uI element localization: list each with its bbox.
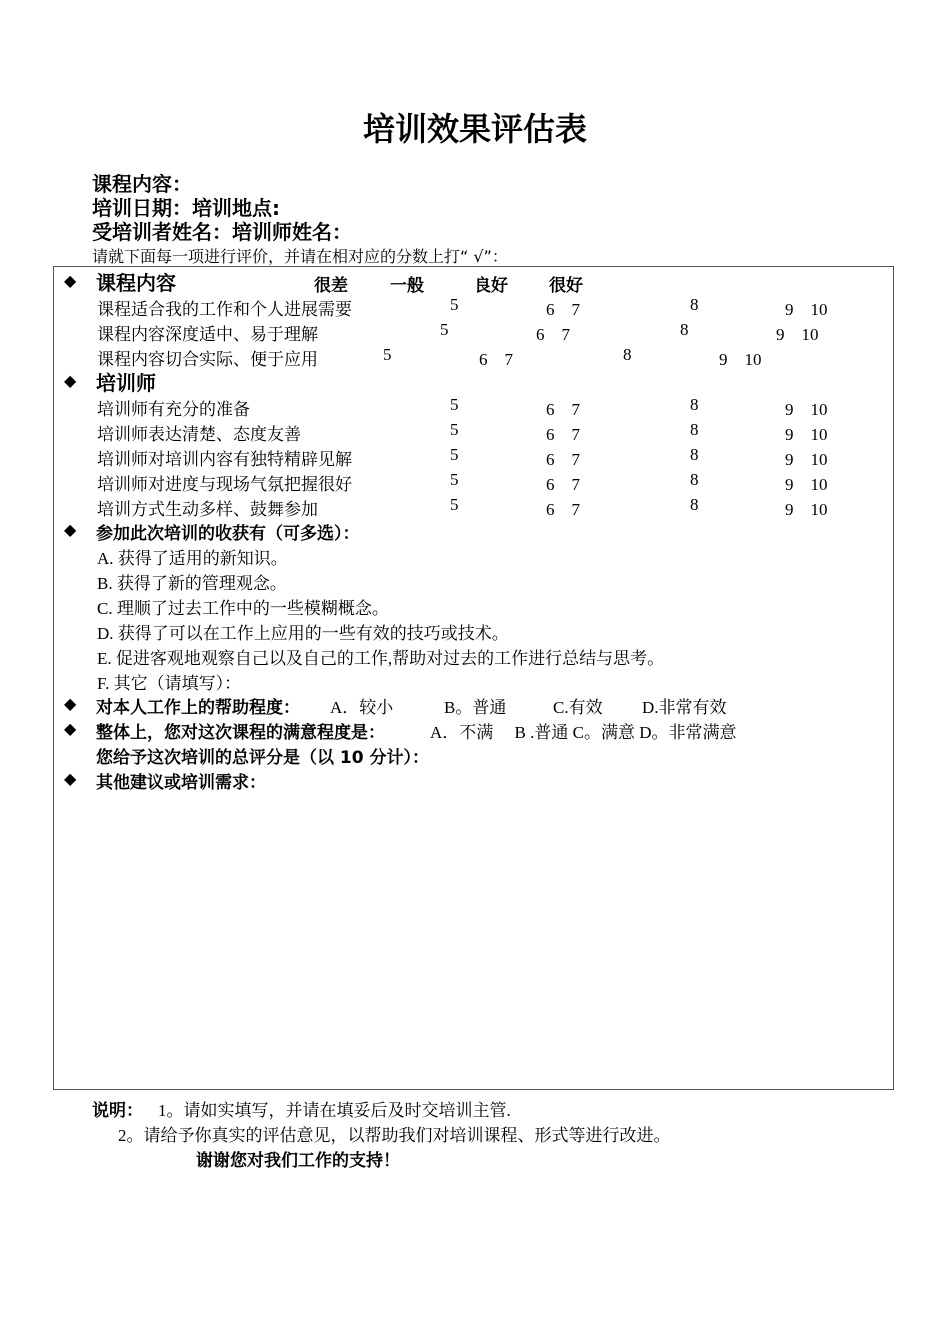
diamond-bullet-icon: ◆ <box>64 719 77 738</box>
page-title: 培训效果评估表 <box>362 110 587 148</box>
diamond-bullet-icon: ◆ <box>64 769 77 788</box>
score-9-10[interactable]: 9 10 <box>785 500 828 519</box>
score-5[interactable]: 5 <box>450 420 459 439</box>
scale-label-poor: 很差 <box>314 276 348 296</box>
score-6-7[interactable]: 6 7 <box>546 300 580 319</box>
course-content-field: 课程内容： <box>92 172 192 196</box>
gain-option-f[interactable]: F. 其它（请填写）： <box>97 674 242 693</box>
section-satisfaction-title: 整体上，您对这次课程的满意程度是： <box>96 723 385 743</box>
names-field: 受培训者姓名：培训师姓名： <box>92 220 352 244</box>
rating-item-label: 课程适合我的工作和个人进展需要 <box>97 300 352 319</box>
score-8[interactable]: 8 <box>623 345 632 364</box>
score-9-10[interactable]: 9 10 <box>785 400 828 419</box>
rating-item-label: 培训师表达清楚、态度友善 <box>97 425 301 444</box>
score-9-10[interactable]: 9 10 <box>776 325 819 344</box>
gain-option-e[interactable]: E. 促进客观地观察自己以及自己的工作,帮助对过去的工作进行总结与思考。 <box>97 649 665 668</box>
score-8[interactable]: 8 <box>690 295 699 314</box>
rating-item-label: 培训师对进度与现场气氛把握很好 <box>97 475 352 494</box>
help-option-d[interactable]: D.非常有效 <box>642 698 727 717</box>
note-1: 1。请如实填写，并请在填妥后及时交培训主管. <box>158 1101 511 1120</box>
score-5[interactable]: 5 <box>450 395 459 414</box>
date-place-field: 培训日期：培训地点: <box>92 196 280 220</box>
score-5[interactable]: 5 <box>450 295 459 314</box>
gain-option-b[interactable]: B. 获得了新的管理观念。 <box>97 574 287 593</box>
diamond-bullet-icon: ◆ <box>64 371 77 390</box>
score-6-7[interactable]: 6 7 <box>546 400 580 419</box>
diamond-bullet-icon: ◆ <box>64 520 77 539</box>
score-5[interactable]: 5 <box>450 470 459 489</box>
section-course-title: 课程内容 <box>96 271 176 295</box>
rating-item-label: 培训方式生动多样、鼓舞参加 <box>97 500 318 519</box>
gain-option-a[interactable]: A. 获得了适用的新知识。 <box>97 549 288 568</box>
diamond-bullet-icon: ◆ <box>64 271 77 290</box>
diamond-bullet-icon: ◆ <box>64 694 77 713</box>
gain-option-c[interactable]: C. 理顺了过去工作中的一些模糊概念。 <box>97 599 389 618</box>
section-suggest-title: 其他建议或培训需求： <box>96 773 266 793</box>
rating-item-label: 课程内容切合实际、便于应用 <box>97 350 318 369</box>
rating-item-label: 课程内容深度适中、易于理解 <box>97 325 318 344</box>
note-2: 2。请给予你真实的评估意见，以帮助我们对培训课程、形式等进行改进。 <box>118 1126 671 1145</box>
score-8[interactable]: 8 <box>690 395 699 414</box>
score-9-10[interactable]: 9 10 <box>785 475 828 494</box>
score-9-10[interactable]: 9 10 <box>785 425 828 444</box>
section-trainer-title: 培训师 <box>96 371 156 395</box>
score-6-7[interactable]: 6 7 <box>546 500 580 519</box>
instruction-text: 请就下面每一项进行评价，并请在相对应的分数上打“ √”： <box>92 247 508 266</box>
score-9-10[interactable]: 9 10 <box>785 450 828 469</box>
score-6-7[interactable]: 6 7 <box>546 475 580 494</box>
score-8[interactable]: 8 <box>690 495 699 514</box>
rating-item-label: 培训师对培训内容有独特精辟见解 <box>97 450 352 469</box>
total-score-prompt: 您给予这次培训的总评分是（以 10 分计）： <box>96 748 429 768</box>
score-9-10[interactable]: 9 10 <box>719 350 762 369</box>
scale-label-good: 良好 <box>474 276 508 296</box>
score-8[interactable]: 8 <box>690 470 699 489</box>
score-8[interactable]: 8 <box>690 420 699 439</box>
section-gains-title: 参加此次培训的收获有（可多选）： <box>96 524 360 544</box>
score-6-7[interactable]: 6 7 <box>536 325 570 344</box>
note-label: 说明： <box>92 1101 143 1121</box>
score-8[interactable]: 8 <box>680 320 689 339</box>
rating-item-label: 培训师有充分的准备 <box>97 400 250 419</box>
score-5[interactable]: 5 <box>450 495 459 514</box>
satisfaction-options[interactable]: A．不满 B .普通 C。满意 D。非常满意 <box>430 723 737 742</box>
score-9-10[interactable]: 9 10 <box>785 300 828 319</box>
score-5[interactable]: 5 <box>383 345 392 364</box>
scale-label-fair: 一般 <box>390 276 424 296</box>
score-6-7[interactable]: 6 7 <box>546 425 580 444</box>
thanks-text: 谢谢您对我们工作的支持！ <box>196 1151 400 1171</box>
score-5[interactable]: 5 <box>450 445 459 464</box>
score-8[interactable]: 8 <box>690 445 699 464</box>
gain-option-d[interactable]: D. 获得了可以在工作上应用的一些有效的技巧或技术。 <box>97 624 509 643</box>
help-option-a[interactable]: A．较小 <box>330 698 394 717</box>
score-6-7[interactable]: 6 7 <box>546 450 580 469</box>
score-5[interactable]: 5 <box>440 320 449 339</box>
scale-label-excellent: 很好 <box>549 276 583 296</box>
section-help-title: 对本人工作上的帮助程度： <box>96 698 300 718</box>
help-option-b[interactable]: B。普通 <box>444 698 507 717</box>
suggestion-writing-area[interactable] <box>96 795 886 1080</box>
help-option-c[interactable]: C.有效 <box>553 698 603 717</box>
score-6-7[interactable]: 6 7 <box>479 350 513 369</box>
